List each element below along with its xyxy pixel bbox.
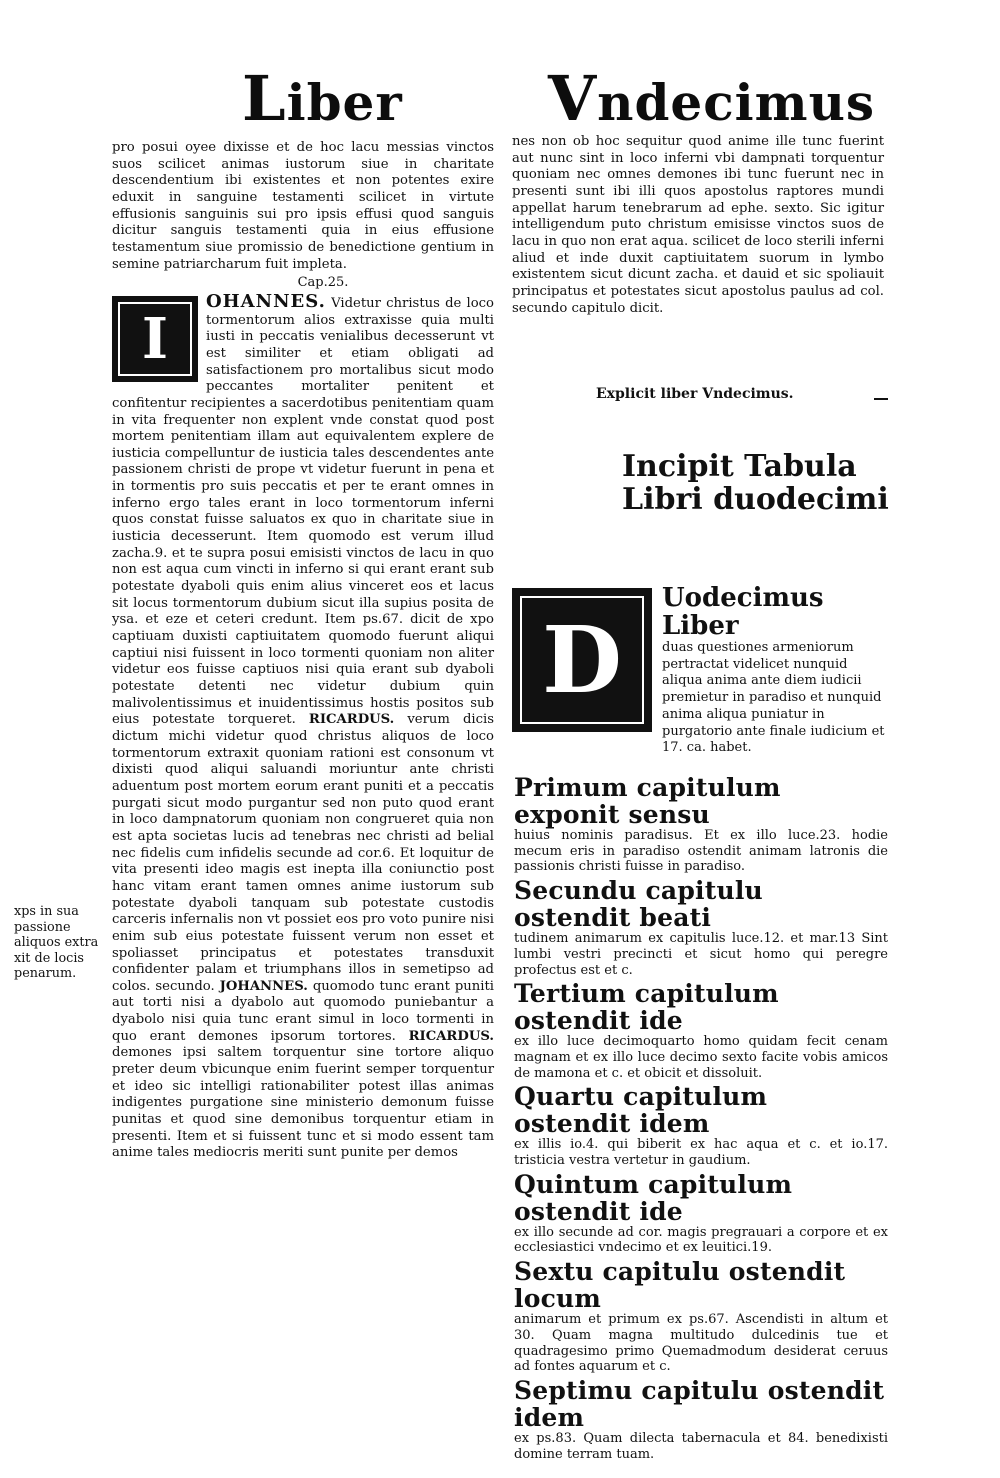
incipit-line-2: Libri duodecimi xyxy=(622,482,889,517)
explicit-line: Explicit liber Vndecimus. xyxy=(596,386,794,402)
opening-paragraph: pro posui oyee dixisse et de hoc lacu messias vinctos suos scilicet animas iustorum siue in charitate descendentium ibi existentes et non potentes exire eduxit in sanguine testamenti scilicet in virtute effusionis sanguinis sui pro ipsis effusi quod sanguis dicitur sanguis testamenti quia in eius effusione testamentum siue promissio de benedictione gentium in semine patriarcharum fuit impleta. xyxy=(112,140,494,272)
dialogue-text: demones ipsi saltem torquentur sine tortore aliquo preter deum vbicunque enim fuerint semper torquentur et ideo sic intelligi rationabiliter potest illas animas indigentes purgatione sine ministerio demonum fuisse punitas et quod sine demonibus torquentur etiam in presenti. Item et si fuissent tunc et si modo essent tam anime tales mediocris meriti sunt punite per demos xyxy=(112,1045,494,1161)
toc-entry xyxy=(514,1083,888,1168)
toc-entry-text: ex illis io.4. qui biberit ex hac aqua et c. et io.17. tristicia vestra vertetur in gaudium. xyxy=(514,1137,888,1169)
toc-entry-heading: Primum capitulum exponit sensu xyxy=(514,773,781,829)
toc-entry xyxy=(514,980,888,1081)
toc-entry-heading: Secundu capitulu ostendit beati xyxy=(514,876,763,933)
marginal-note: xps in sua passione aliquos extra xit de locis penarum. xyxy=(14,904,99,982)
toc-entry-text: tudinem animarum ex capitulis luce.12. et mar.13 Sint lumbi vestri precincti et sicut homo qui peregre profectus est et c. xyxy=(514,931,888,978)
continuation-paragraph: nes non ob hoc sequitur quod anime ille tunc fuerint aut nunc sint in loco inferni vbi dampnati torquentur quoniam nec omnes demones ibi tunc fuerunt nec in presenti sunt ibi illi quos apostolus raptores mundi appellat harum tenebrarum ad ephe. sexto. Sic igitur intelligendum puto christum emisisse vinctos suos de lacu in quo non erat aqua. scilicet de loco sterili inferni aliud et inde duxit captiuitatem suorum in lymbo existentem sicut dicunt zacha. et dauid et sic spoliauit principatus et potestates sicut apostolus paulus ad col. secundo capitulo dicit. xyxy=(512,134,884,316)
page-mark xyxy=(874,398,888,400)
speaker-name: RICARDUS. xyxy=(408,1028,494,1044)
chapter-label: Cap.25. xyxy=(297,275,349,291)
chapter-text: Videtur christus de loco tormentorum alios extraxisse quia multi iusti in peccatis venialibus decesserunt vt est similiter et etiam obligati ad satisfactionem pro mortalibus sicut modo peccantes mortaliter penitent et confitentur recipientes a sacerdotibus penitentiam quam in vita frequenter non explent vnde constat quod post mortem penitentiam illam aut equivalentem explere de iusticia compelluntur de iusticia tales descendentes ante passionem christi de prope vt videtur fuerunt in pena et in tormentis pro suis peccatis et per te erant omnes in inferno ergo tales erant in loco tormentorum inferni quos constat fuisse saluatos ex quo in charitate siue in iusticia decesserunt. Item quomodo est verum illud zacha.9. et te supra posui emisisti vinctos de lacu in quo non est aqua cum vincti in inferno si qui erant erant sub potestate dyaboli quis enim alius vinceret eos et lacus sit locus tormentorum dubium sicut illa supius posita de ysa. et eze et ceteri credunt. Item ps.67. dicit de xpo captiuam duxisti captiuitatem quomodo fuerunt aliqui captiui nisi fuissent in loco tormenti quoniam non aliter videtur eos fuisse captiuos nisi quia erant sub dyaboli potestate detenti nec videtur dubium quin malivolentissimus et inuidentissimus hostis positos sub eius potestate torqueret. xyxy=(112,295,494,728)
incipit-line-1: Incipit Tabula xyxy=(622,449,857,484)
chapter-body xyxy=(112,290,494,1162)
speaker-name: JOHANNES. xyxy=(219,978,308,994)
right-column xyxy=(512,134,884,317)
toc-entry-heading: Sextu capitulu ostendit locum xyxy=(514,1257,846,1314)
toc-entry-text: animarum et primum ex ps.67. Ascendisti in altum et 30. Quam magna multitudo dulcedinis tue et quadragesimo primo Quemadmodum desiderat ceruus ad fontes aquarum et c. xyxy=(514,1312,888,1375)
running-head-right-text: ndecimus xyxy=(597,73,876,132)
toc-entry-text: ex illo secunde ad cor. magis pregrauari a corpore et ex ecclesiastici vndecimo et ex leuitici.19. xyxy=(514,1224,888,1256)
toc-entry-heading: Septimu capitulu ostendit idem xyxy=(514,1375,885,1432)
dialogue-text: verum dicis dictum michi videtur quod christus aliquos de loco tormentorum extraxit quoniam rationi est consonum vt dixisti quod aliqui saluandi moriuntur ante christi aduentum post mortem eorum erant puniti et a peccatis purgati sicut modo purgantur sed non puto quod erant in loco dampnatorum quoniam non congrueret quia non est apta societas lucis ad tenebras nec christi ad belial nec fidelis cum infidelis secunde ad cor.6. Et loquitur de vita presenti ideo magis est inepta illa coniunctio post hanc vitam erant tamen omnes anime iustorum sub potestate dyaboli tanquam sub potestate custodis carceris infernalis non vt possiet eos pro voto punire nisi enim sub eius potestate fuissent verum non esset et spoliasset principatus et potestates transduxit confidenter palam et triumphans illos in semetipso ad colos. secundo. xyxy=(112,712,494,994)
book-introduction xyxy=(662,584,886,757)
toc-entry xyxy=(514,1377,888,1462)
running-head-left-initial: L xyxy=(242,62,287,135)
incipit-heading xyxy=(622,450,889,516)
toc-entry xyxy=(514,1258,888,1375)
toc-entry-text: huius nominis paradisus. Et ex illo luce.23. hodie mecum eris in paradiso ostendit animam latronis die passionis christi fuisse in paradiso. xyxy=(514,828,888,875)
dialogue-text: quomodo tunc erant puniti aut torti nisi a dyabolo aut quomodo puniebantur a dyabolo nisi quia tunc erant simul in loco tormenti in quo erant demones ipsorum tortores. xyxy=(112,978,494,1044)
toc-entry xyxy=(514,877,888,978)
toc-entry-text: ex ps.83. Quam dilecta tabernacula et 84. benedixisti domine terram tuam. xyxy=(514,1430,888,1462)
running-head-right xyxy=(548,62,875,135)
woodcut-initial-letter: D xyxy=(542,606,622,714)
woodcut-initial-letter: I xyxy=(141,305,169,372)
speaker-name: OHANNES. xyxy=(206,290,326,312)
running-head-left-text: iber xyxy=(286,73,403,132)
toc-entry-heading: Tertium capitulum ostendit ide xyxy=(514,979,779,1036)
woodcut-initial-large xyxy=(512,588,652,732)
toc-entry xyxy=(514,1171,888,1256)
speaker-name: RICARDUS. xyxy=(308,712,395,728)
left-column xyxy=(112,140,494,1162)
toc-entry xyxy=(514,774,888,875)
woodcut-initial xyxy=(112,296,198,382)
table-of-chapters xyxy=(514,774,888,1464)
toc-entry-heading: Quintum capitulum ostendit ide xyxy=(514,1169,793,1226)
book-intro-text: duas questiones armeniorum pertractat videlicet nunquid aliqua anima ante diem iudicii premietur in paradiso et nunquid anima aliqua puniatur in purgatorio ante finale iudicium et 17. ca. habet. xyxy=(662,640,885,756)
running-head-left xyxy=(242,62,403,135)
book-heading: Uodecimus Liber xyxy=(662,583,824,641)
toc-entry-text: ex illo luce decimoquarto homo quidam fecit cenam magnam et ex illo luce decimo sexto facite vobis amicos de mamona et c. et obicit et dissoluit. xyxy=(514,1034,888,1081)
toc-entry-heading: Quartu capitulum ostendit idem xyxy=(514,1082,768,1139)
running-head-right-initial: V xyxy=(548,62,598,135)
